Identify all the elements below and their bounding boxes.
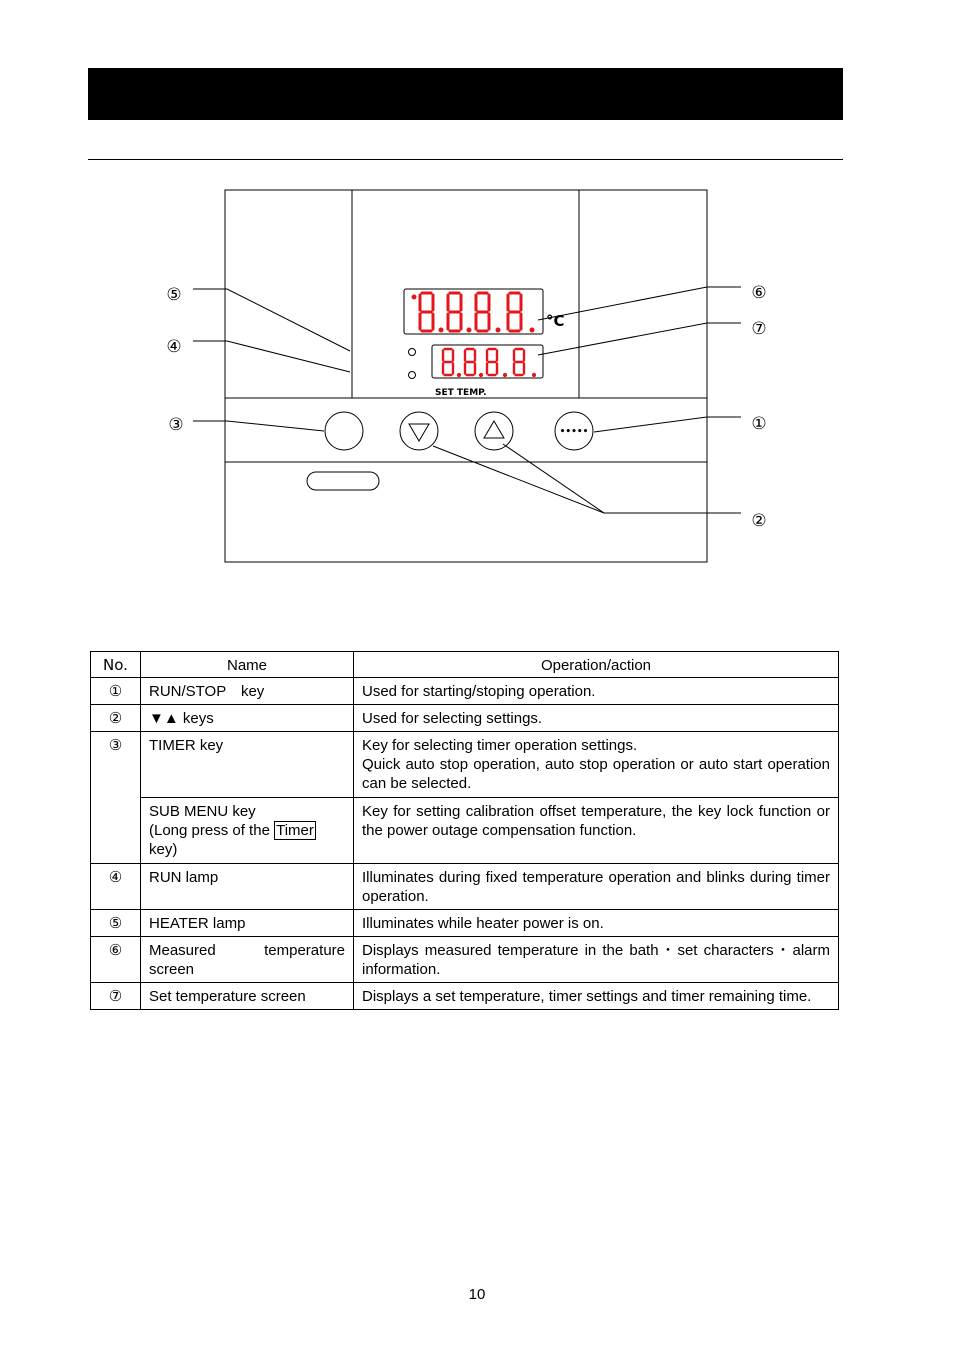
- page-number: 10: [468, 1286, 486, 1303]
- table-row: [91, 983, 839, 1010]
- row-name: RUN/STOP key: [141, 678, 354, 705]
- row-operation: Used for starting/stoping operation.: [354, 678, 839, 705]
- row-name: RUN lamp: [141, 864, 354, 910]
- table-row: [91, 798, 839, 864]
- row-name: Set temperature screen: [141, 983, 354, 1010]
- table-row: [91, 937, 839, 983]
- handle-slot: [307, 472, 379, 490]
- row-number: ⑥: [91, 937, 141, 983]
- table-row: [91, 732, 839, 798]
- timer-key[interactable]: [325, 412, 363, 450]
- table-row: [91, 705, 839, 732]
- row-number: ②: [91, 705, 141, 732]
- row-operation: Displays measured temperature in the bath・set characters・alarm information.: [354, 937, 839, 983]
- row-operation: Key for setting calibration offset temperature, the key lock function or the power outage compensation function.: [354, 798, 839, 864]
- row-name: TIMER key: [141, 732, 354, 798]
- row-operation: Illuminates while heater power is on.: [354, 910, 839, 937]
- operation-table: [90, 651, 839, 1010]
- row-number: ④: [91, 864, 141, 910]
- header-no: No.: [91, 652, 141, 678]
- control-panel-diagram: [0, 0, 954, 600]
- callout-3: ③: [168, 415, 184, 435]
- callout-6: ⑥: [751, 283, 767, 303]
- operation-line: Quick auto stop operation, auto stop operation or auto start operation can be selected.: [362, 756, 830, 792]
- row-number: ⑤: [91, 910, 141, 937]
- row-operation: Used for selecting settings.: [354, 705, 839, 732]
- operation-line: Key for selecting timer operation settings.: [362, 737, 638, 754]
- row-name: HEATER lamp: [141, 910, 354, 937]
- unit-label: °C: [546, 312, 565, 330]
- name-line: key): [149, 841, 178, 858]
- callout-7: ⑦: [751, 319, 767, 339]
- header-operation: Operation/action: [354, 652, 839, 678]
- timer-key-reference: Timer: [276, 822, 314, 839]
- run-lamp: [409, 372, 416, 379]
- row-operation: Displays a set temperature, timer settings and timer remaining time.: [354, 983, 839, 1010]
- table-row: [91, 864, 839, 910]
- header-name: Name: [141, 652, 354, 678]
- row-name: ▼▲ keys: [141, 705, 354, 732]
- set-temp-label: SET TEMP.: [435, 388, 487, 398]
- heater-lamp: [409, 349, 416, 356]
- row-number: ①: [91, 678, 141, 705]
- row-operation: [354, 732, 839, 798]
- table-row: [91, 910, 839, 937]
- table-header-row: [91, 652, 839, 678]
- row-number: ⑦: [91, 983, 141, 1010]
- callout-5: ⑤: [166, 285, 182, 305]
- name-line: (Long press of the: [149, 822, 270, 839]
- callout-1: ①: [751, 414, 767, 434]
- row-operation: Illuminates during fixed temperature operation and blinks during timer operation.: [354, 864, 839, 910]
- row-name: Measured temperature screen: [141, 937, 354, 983]
- row-number: ③: [91, 732, 141, 864]
- callout-2: ②: [751, 511, 767, 531]
- row-name: [141, 798, 354, 864]
- run-stop-key-dots: •••••: [559, 427, 589, 437]
- table-row: [91, 678, 839, 705]
- callout-4: ④: [166, 337, 182, 357]
- name-line: SUB MENU key: [149, 803, 256, 820]
